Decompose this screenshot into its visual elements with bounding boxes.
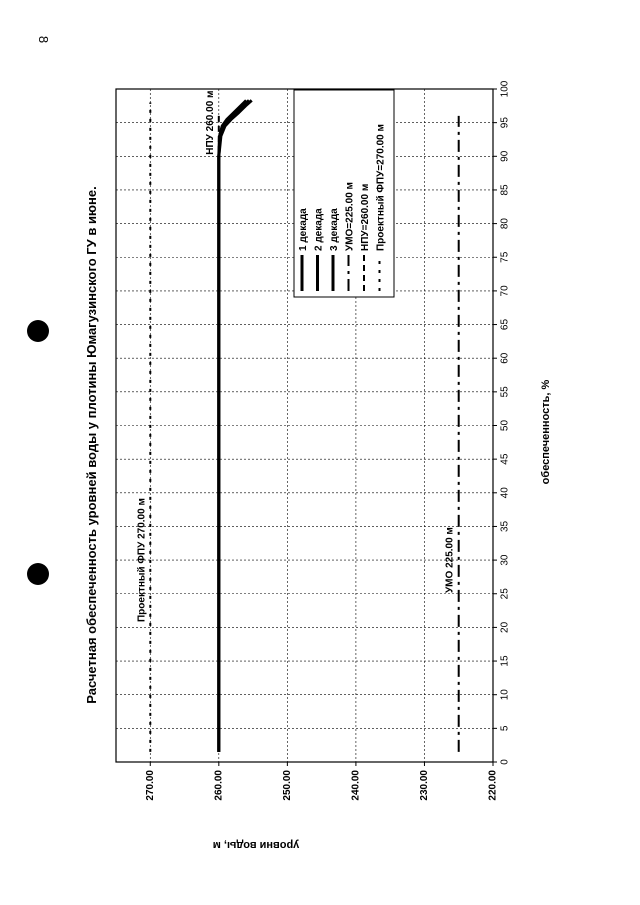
- legend-label-6: Проектный ФПУ=270.00 м: [375, 124, 387, 251]
- x-tick-label: 15: [499, 655, 511, 667]
- annotation-2: Проектный ФПУ 270.00 м: [136, 498, 148, 623]
- x-tick-label: 55: [499, 386, 511, 398]
- x-tick-label: 65: [499, 318, 511, 331]
- x-tick-label: 30: [499, 554, 511, 566]
- x-axis-label: обеспеченность, %: [540, 379, 552, 485]
- x-tick-label: 75: [499, 251, 511, 263]
- x-tick-label: 45: [499, 453, 511, 465]
- y-tick-label: 270.00: [144, 770, 156, 801]
- x-tick-label: 95: [499, 117, 511, 129]
- y-tick-label: 260.00: [213, 770, 225, 801]
- x-tick-label: 100: [499, 80, 511, 98]
- x-axis-ticks: [493, 80, 511, 765]
- annotation-1: НПУ 260.00 м: [204, 90, 216, 155]
- x-tick-label: 85: [499, 184, 511, 196]
- y-tick-label: 220.00: [487, 770, 499, 801]
- legend-label-1: 1 декада: [298, 208, 309, 251]
- x-tick-label: 25: [499, 588, 511, 600]
- y-tick-label: 230.00: [419, 770, 431, 801]
- annotation-3: УМО 225.00 м: [444, 527, 456, 594]
- series-line-3: [219, 100, 252, 752]
- page-number: 8: [36, 35, 52, 44]
- legend-label-4: УМО=225.00 м: [344, 182, 356, 251]
- legend-label-5: НПУ=260.00 м: [360, 183, 371, 251]
- x-tick-label: 50: [499, 419, 511, 432]
- y-axis-ticks: [145, 762, 499, 801]
- series-line-2: [219, 100, 249, 752]
- x-tick-label: 40: [499, 487, 511, 499]
- x-tick-label: 35: [499, 520, 511, 533]
- series-lines: [219, 100, 252, 752]
- x-tick-label: 5: [499, 725, 511, 732]
- x-tick-label: 80: [499, 218, 511, 230]
- legend: [294, 90, 394, 297]
- x-tick-label: 0: [499, 759, 511, 765]
- x-tick-label: 20: [499, 621, 511, 633]
- legend-label-2: 2 декада: [313, 208, 325, 251]
- x-tick-label: 60: [499, 352, 511, 364]
- y-tick-label: 240.00: [350, 770, 362, 801]
- x-tick-label: 90: [499, 150, 511, 162]
- chart-title: Расчетная обеспеченность уровней воды у плотины Юмагузинского ГУ в июне.: [84, 186, 99, 704]
- x-tick-label: 10: [499, 689, 511, 701]
- y-tick-label: 250.00: [282, 770, 294, 801]
- series-line-1: [219, 100, 246, 752]
- x-tick-label: 70: [499, 285, 511, 297]
- y-axis-label: уровни воды, м: [212, 839, 300, 851]
- legend-label-3: 3 декада: [329, 208, 340, 251]
